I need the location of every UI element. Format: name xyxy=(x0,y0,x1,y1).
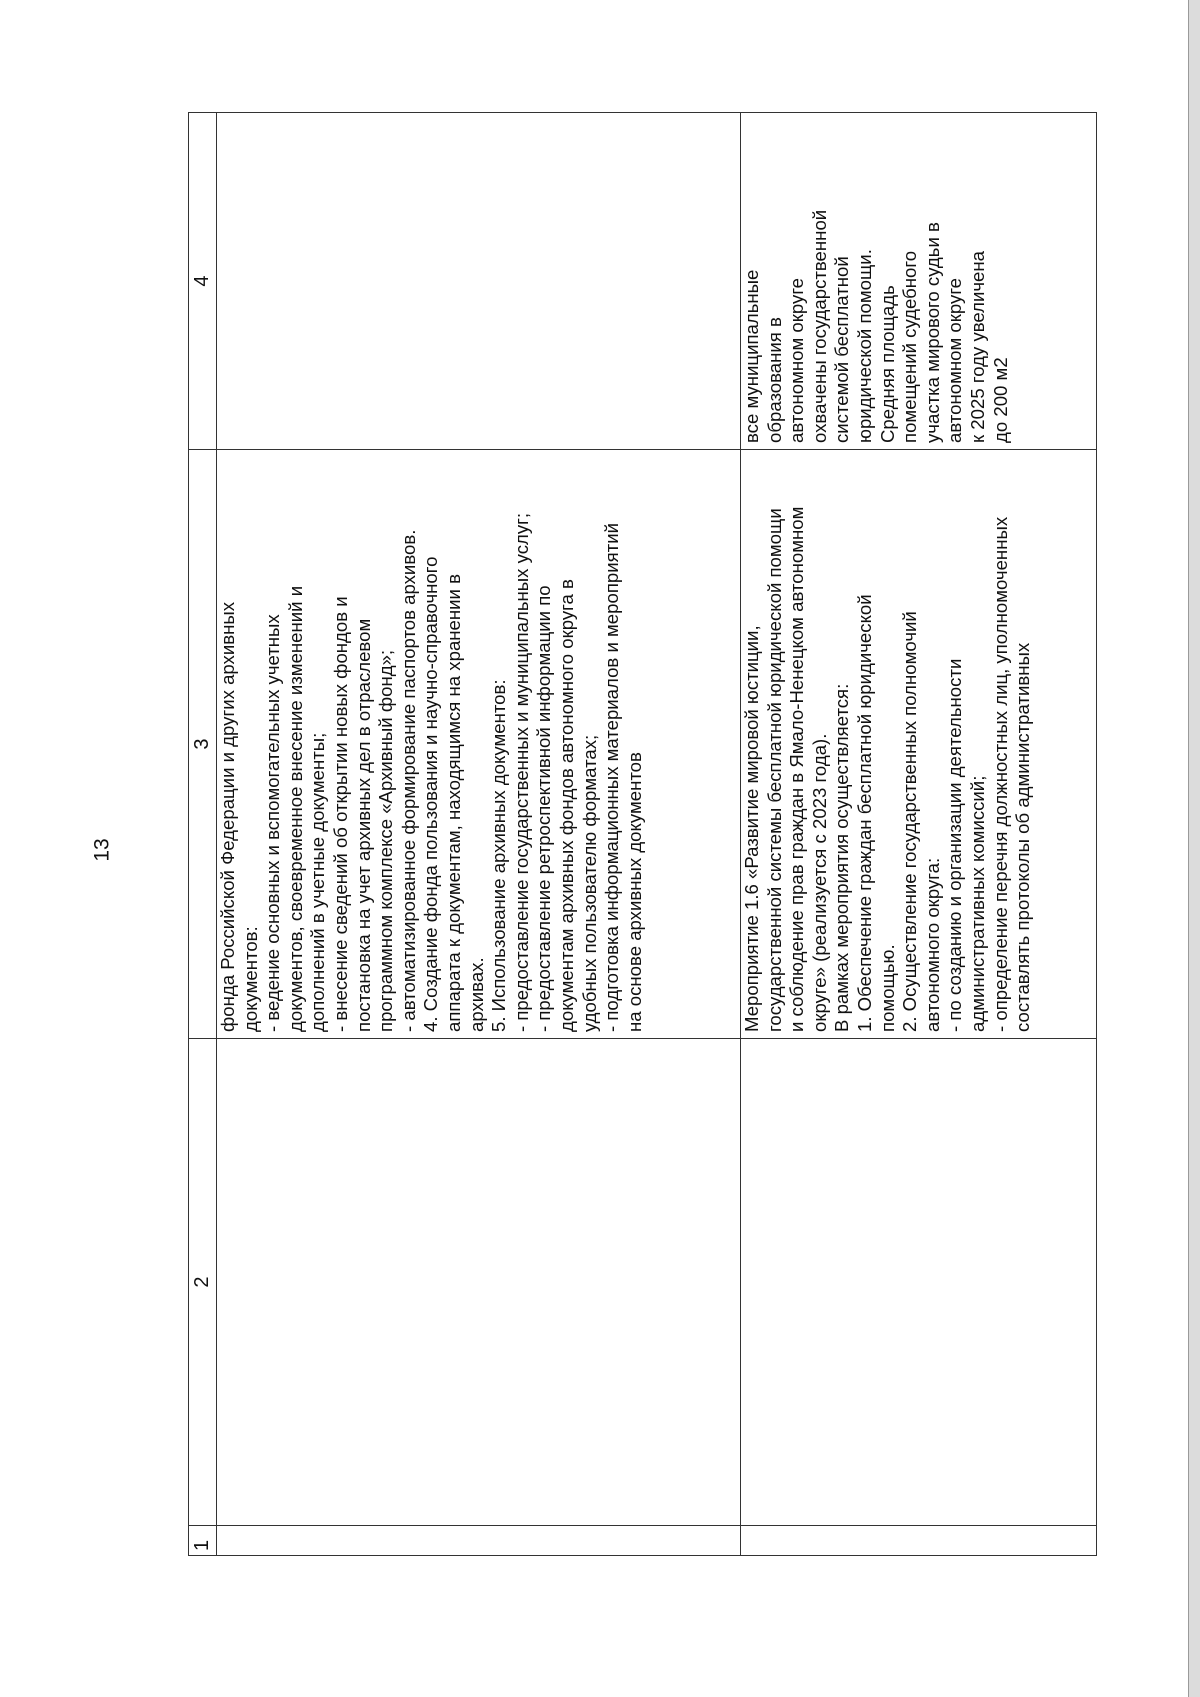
table-cell xyxy=(217,113,741,450)
table-cell-result: все муниципальные образования в автономном округе охвачены государственной системой бесплатной юридической помощи. Средняя площадь помещений судебного участка мирового судьи в автономном округе к 2025 году увеличена до 200 м2 xyxy=(741,113,1097,450)
table-cell-description: фонда Российской Федерации и других архивных документов: - ведение основных и вспомогательных учетных документов, своевременное внесение изменений и дополнений в учетные документы; - внесение сведений об открытии новых фондов и постановка на учет архивных дел в отраслевом программном комплексе «Архивный фонд»; - автоматизированное формирование паспортов архивов. 4. Создание фонда пользования и научно-справочного аппарата к документам, находящимся на хранении в архивах. 5. Использование архивных документов: - предоставление государственных и муниципальных услуг; - предоставление ретроспективной информации по документам архивных фондов автономного округа в удобных пользователю форматах; - подготовка информационных материалов и мероприятий на основе архивных документов xyxy=(217,450,741,1039)
column-header-3: 3 xyxy=(189,450,217,1039)
program-measures-table xyxy=(188,112,1097,1556)
table-cell xyxy=(217,1526,741,1556)
table-cell xyxy=(741,1526,1097,1556)
page-number: 13 xyxy=(90,838,114,862)
table-cell xyxy=(741,1039,1097,1526)
table-cell-description: Мероприятие 1.6 «Развитие мировой юстиции, государственной системы бесплатной юридической помощи и соблюдение прав граждан в Ямало-Ненецком автономном округе» (реализуется с 2023 года). В рамках мероприятия осуществляется: 1. Обеспечение граждан бесплатной юридической помощью. 2. Осуществление государственных полномочий автономного округа: - по созданию и организации деятельности административных комиссий; - определение перечня должностных лиц, уполномоченных составлять протоколы об административных xyxy=(741,450,1097,1039)
table-cell xyxy=(217,1039,741,1526)
rotated-table-wrapper xyxy=(188,113,1098,1556)
column-header-4: 4 xyxy=(189,113,217,450)
column-header-1: 1 xyxy=(189,1526,217,1556)
table-row xyxy=(217,113,741,1556)
column-header-2: 2 xyxy=(189,1039,217,1526)
table-header-row xyxy=(189,113,217,1556)
table-row xyxy=(741,113,1097,1556)
